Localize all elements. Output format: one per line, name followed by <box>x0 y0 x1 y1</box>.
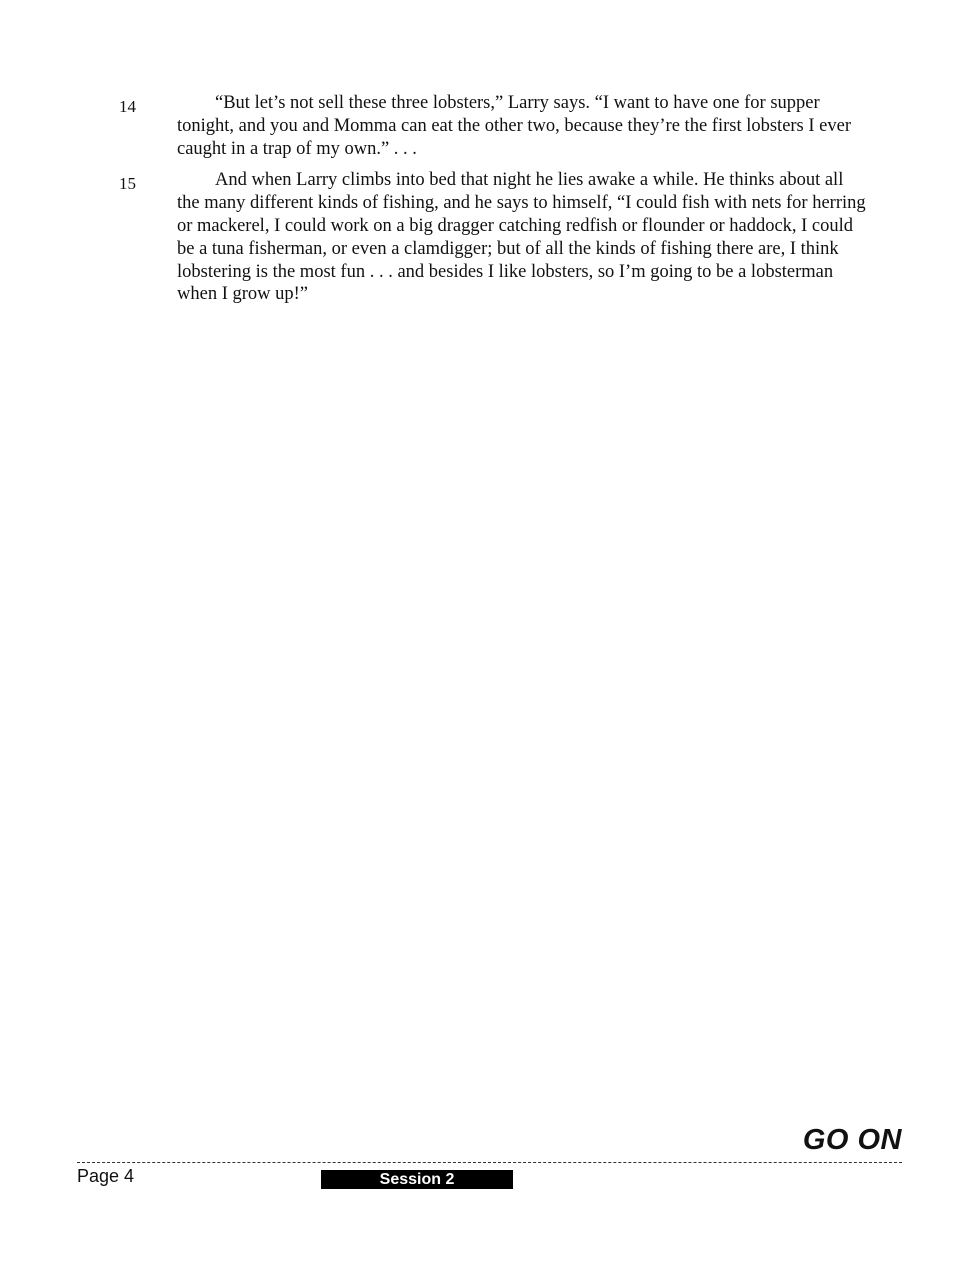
paragraph-text: And when Larry climbs into bed that night he lies awake a while. He thinks about all the many different kinds of fishing, and he says to himself, “I could fish with nets for herring or mackerel, I could work on a big dragger catching redfish or flounder or haddock, I could be a tuna fisherman, or even a clamdigger; but of all the kinds of fishing there are, I think lobstering is the most fun . . . and besides I like lobsters, so I’m going to be a lobsterman when I grow up!” <box>177 170 866 305</box>
reading-passage <box>0 92 979 315</box>
paragraph-15 <box>0 169 979 306</box>
go-on-label: GO ON <box>802 1124 902 1156</box>
session-badge: Session 2 <box>321 1170 513 1189</box>
paragraph-14 <box>0 92 979 160</box>
paragraph-text: “But let’s not sell these three lobsters,” Larry says. “I want to have one for supper tonight, and you and Momma can eat the other two, because they’re the first lobsters I ever caught in a trap of my own.” . . . <box>177 93 852 159</box>
paragraph-number: 15 <box>119 174 136 194</box>
footer-divider <box>77 1162 902 1163</box>
page-number: Page 4 <box>77 1166 135 1186</box>
paragraph-number: 14 <box>119 97 136 116</box>
